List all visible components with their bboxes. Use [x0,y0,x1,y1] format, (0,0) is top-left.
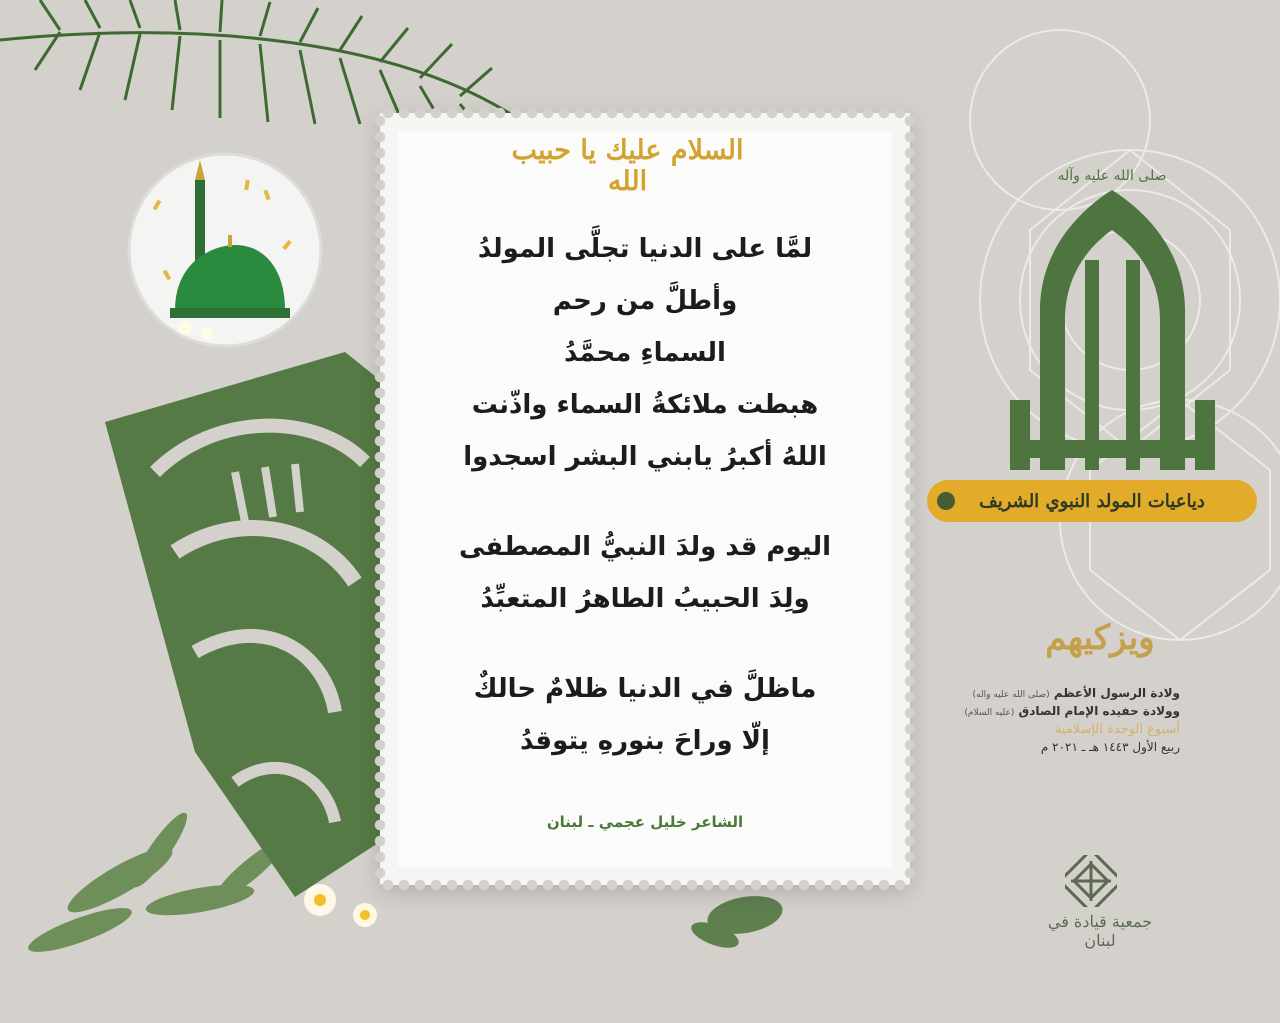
event-line-3: أسبوع الوحدة الإسلامية [1054,722,1180,737]
event-line-1 [940,686,1180,704]
poem-line: السماءِ محمَّدُ [564,338,726,368]
poem-card [380,113,910,885]
blessing-calligraphy [1058,166,1167,184]
event-line-2-note: (عليه السلام) [964,708,1015,718]
green-calligraphy-art [95,352,400,897]
poem-line: اللهُ أكبرُ يابني البشر اسجدوا [463,442,827,472]
blessing-text: صلى الله عليه وآله [1057,168,1167,184]
salam-calligraphy: السلام عليك يا حبيب الله [511,135,744,197]
association-logo-text: جمعية قيادة في لبنان [1047,912,1153,950]
occasion-banner [927,480,1257,522]
banner-dot [937,492,955,510]
poem-line: هبطت ملائكةُ السماء واذّنت [471,390,819,420]
poem-line: لمَّا على الدنيا تجلَّى المولدُ [477,234,813,264]
event-date: ربيع الأول ١٤٤٣ هـ ـ ٢٠٢١ م [1040,740,1180,754]
kufic-emblem [1065,855,1117,907]
event-info [940,686,1180,758]
stamp-edge-top [380,107,910,119]
poem-line: وأطلَّ من رحم [552,286,738,316]
poem-line: اليوم قد ولدَ النبيُّ المصطفى [458,532,832,562]
stanza-gap [400,483,890,521]
event-line-2-main: وولادة حفيده الإمام الصادق [1018,704,1180,718]
event-line-1-main: ولادة الرسول الأعظم [1053,686,1180,700]
stanza-gap [400,625,890,663]
banner-text: دياعيات المولد النبوي الشريف [979,490,1205,512]
habib-allah-logo [1000,150,1225,480]
bottom-leaves [688,891,785,953]
dome-medallion [125,150,325,350]
poem-line: ماظلَّ في الدنيا ظلامٌ حالكٌ [473,674,817,704]
stamp-edge-bottom [380,879,910,891]
poet-credit: الشاعر خليل عجمي ـ لبنان [546,813,744,831]
event-line-2 [940,704,1180,722]
poem-line: ولِدَ الحبيبُ الطاهرُ المتعبِّدُ [480,584,810,614]
poem-text [400,223,890,767]
poem-line: إلّا وراحَ بنورهِ يتوقدُ [520,726,770,756]
event-line-1-note: (صلى الله عليه واله) [972,690,1050,700]
slogan-calligraphy: ويزكيهم [1045,618,1155,658]
